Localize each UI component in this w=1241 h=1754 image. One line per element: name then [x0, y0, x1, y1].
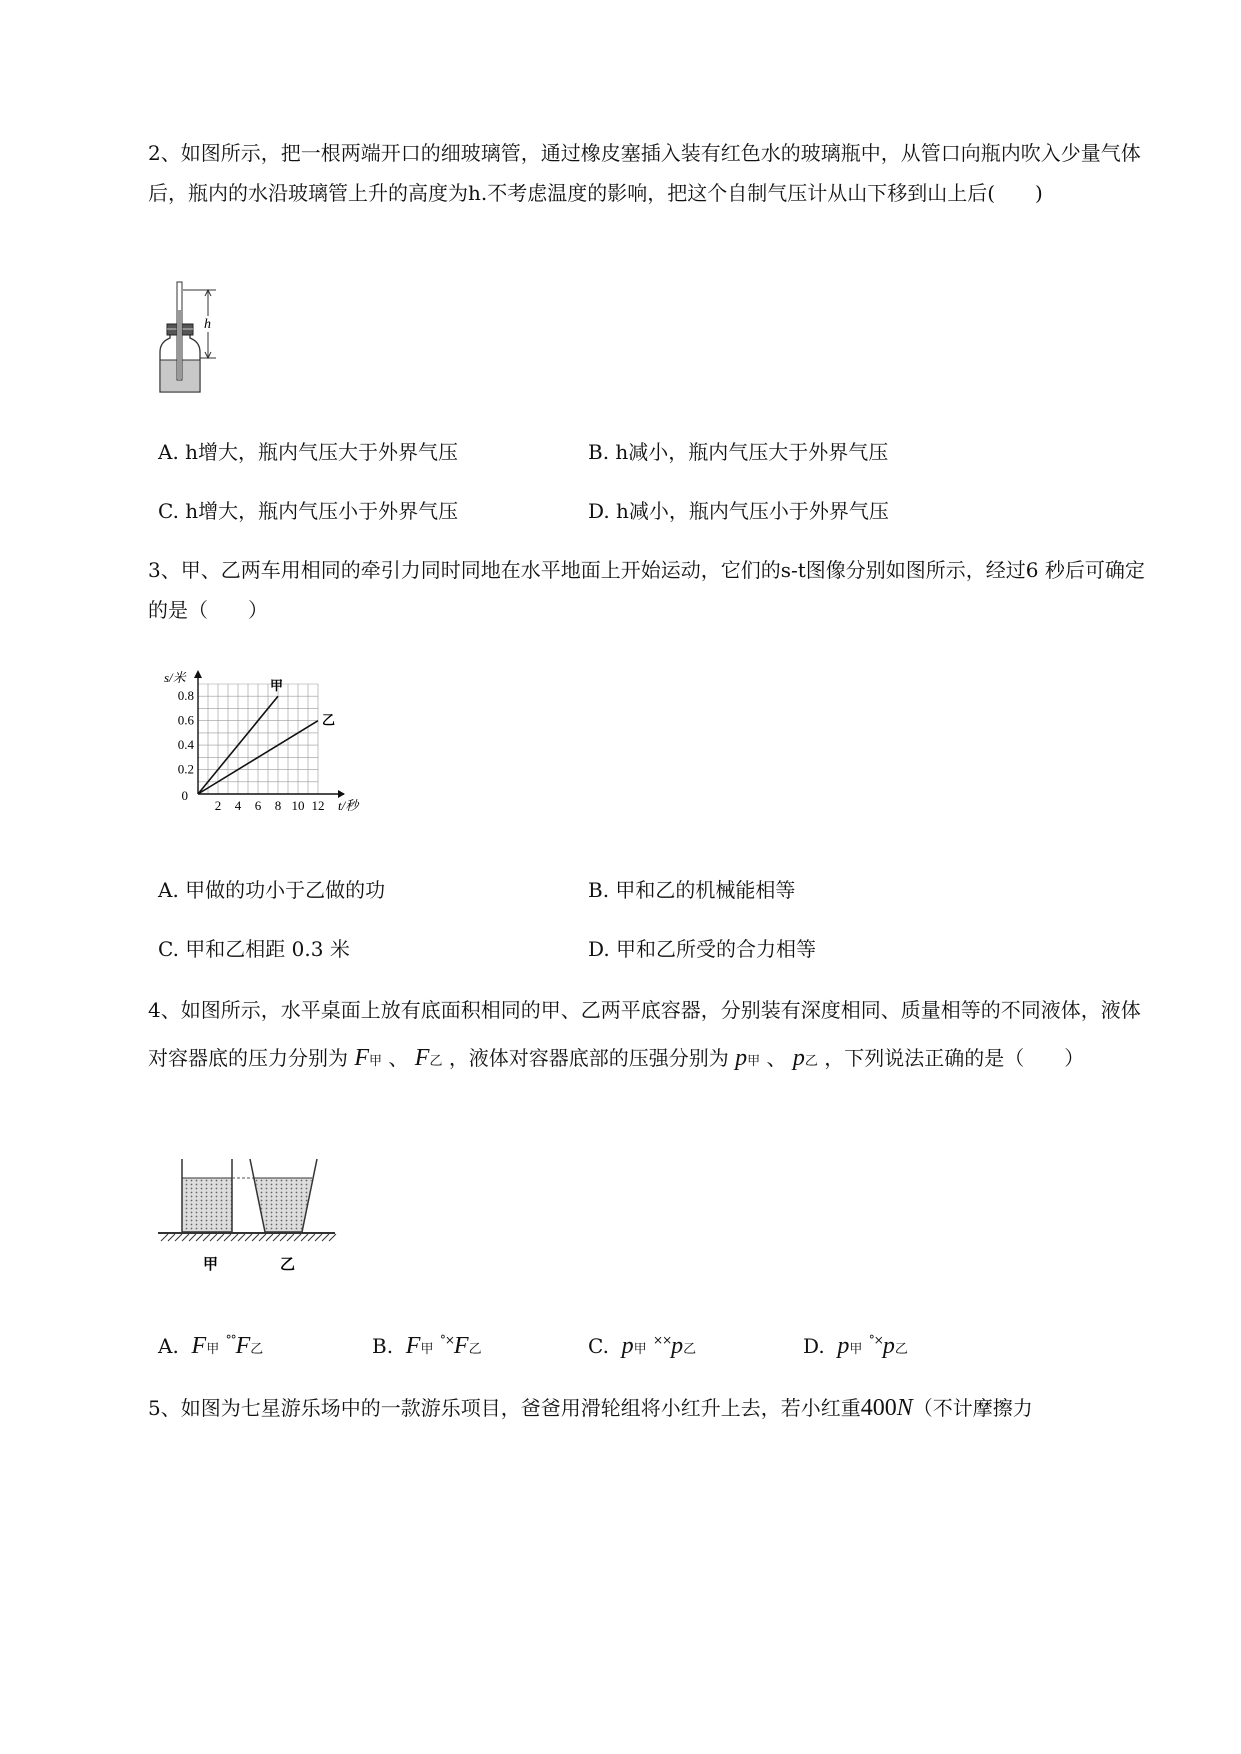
ground-hatch [203, 1234, 210, 1241]
q5-stem: 5、如图为七星游乐场中的一款游乐项目，爸爸用滑轮组将小红升上去，若小红重400N（不计摩擦力 [148, 1395, 1033, 1421]
ground-hatch [259, 1234, 266, 1241]
ground-hatch [238, 1234, 245, 1241]
origin-label: 0 [181, 788, 188, 803]
q2-option-d[interactable]: D. h减小，瓶内气压小于外界气压 [588, 499, 889, 523]
ground-hatch [301, 1234, 308, 1241]
ground-hatch [287, 1234, 294, 1241]
x-tick-label: 2 [214, 798, 222, 813]
x-axis-label: t/秒 [338, 798, 359, 813]
weight-unit: N [896, 1395, 913, 1421]
series-label-jia: 甲 [270, 678, 284, 694]
x-tick-label: 4 [234, 798, 242, 813]
x-tick-label: 12 [311, 798, 325, 813]
x-tick-label: 10 [291, 798, 305, 813]
ground-hatch [161, 1234, 168, 1241]
weight-value: 400 [860, 1395, 897, 1421]
containers-figure [155, 1155, 345, 1279]
force-jia: F甲 [354, 1045, 383, 1071]
container-label-yi: 乙 [280, 1257, 296, 1273]
y-tick-label: 0.4 [177, 737, 194, 753]
ground-hatch [329, 1234, 336, 1241]
ground-hatch [217, 1234, 224, 1241]
ground-hatch [189, 1234, 196, 1241]
q4-separator-2: 、 [766, 1046, 787, 1070]
series-label-yi: 乙 [322, 712, 336, 728]
q3-option-b[interactable]: B. 甲和乙的机械能相等 [588, 878, 796, 902]
pressure-jia: p甲 [735, 1045, 761, 1071]
q2-option-b[interactable]: B. h减小，瓶内气压大于外界气压 [588, 440, 889, 464]
y-tick-label: 0.6 [177, 712, 194, 728]
barometer-figure [150, 280, 230, 404]
y-axis-label: s/米 [164, 670, 186, 685]
ground-hatch [196, 1234, 203, 1241]
y-tick-label: 0.8 [177, 688, 194, 704]
ground-hatch [266, 1234, 273, 1241]
y-axis-arrow [194, 670, 202, 678]
ground-hatch [315, 1234, 322, 1241]
container-label-jia: 甲 [203, 1257, 219, 1273]
y-tick-label: 0.2 [177, 761, 194, 777]
q2-stem: 2、如图所示，把一根两端开口的细玻璃管，通过橡皮塞插入装有红色水的玻璃瓶中，从管口向瓶内吹入少量气体后，瓶内的水沿玻璃管上升的高度为h.不考虑温度的影响，把这个自制气压计从山下移到山上后( ) [148, 141, 1141, 205]
ground-hatch [273, 1234, 280, 1241]
x-axis-arrow [338, 790, 345, 798]
q4-option-a[interactable]: A. F甲 °°F乙 [158, 1333, 264, 1359]
q3-option-c[interactable]: C. 甲和乙相距 0.3 米 [158, 937, 350, 961]
q4-stem-part1: 4、如图所示，水平桌面上放有底面积相同的甲、乙两平底容器，分别装有深度相同、质量相等的不同液体，液体对容器底的压力分别为 [148, 998, 1141, 1070]
ground-hatch [175, 1234, 182, 1241]
x-tick-label: 6 [254, 798, 262, 813]
ground-hatch [210, 1234, 217, 1241]
pressure-yi: p乙 [792, 1045, 818, 1071]
ground-hatch [182, 1234, 189, 1241]
ground-hatch [168, 1234, 175, 1241]
q4-separator-1: 、 [388, 1046, 409, 1070]
x-tick-label: 8 [274, 798, 282, 813]
ground-hatch [224, 1234, 231, 1241]
q4-option-b[interactable]: B. F甲 °×F乙 [372, 1333, 482, 1359]
q4-stem-part2: ，液体对容器底部的压强分别为 [448, 1046, 729, 1070]
ground-hatch [294, 1234, 301, 1241]
q4-stem [148, 986, 1148, 1085]
force-yi: F乙 [414, 1045, 443, 1071]
q4-option-c[interactable]: C. p甲 ××p乙 [588, 1333, 697, 1359]
figure-label-h: h [204, 317, 211, 332]
q3-stem: 3、甲、乙两车用相同的牵引力同时同地在水平地面上开始运动，它们的s-t图像分别如图所示，经过6 秒后可确定的是（ ） [148, 558, 1145, 622]
q3-option-a[interactable]: A. 甲做的功小于乙做的功 [158, 878, 386, 902]
ground-hatch [252, 1234, 259, 1241]
q4-stem-part3: ，下列说法正确的是（ ） [824, 1046, 1085, 1070]
q3-option-d[interactable]: D. 甲和乙所受的合力相等 [588, 937, 817, 961]
ground-hatch [245, 1234, 252, 1241]
ground-hatch [280, 1234, 287, 1241]
q4-option-d[interactable]: D. p甲 °×p乙 [803, 1333, 908, 1359]
q2-option-c[interactable]: C. h增大，瓶内气压小于外界气压 [158, 499, 459, 523]
ground-hatch [231, 1234, 238, 1241]
ground-hatch [322, 1234, 329, 1241]
q2-option-a[interactable]: A. h增大，瓶内气压大于外界气压 [158, 440, 459, 464]
ground-hatch [308, 1234, 315, 1241]
st-graph [160, 668, 380, 822]
